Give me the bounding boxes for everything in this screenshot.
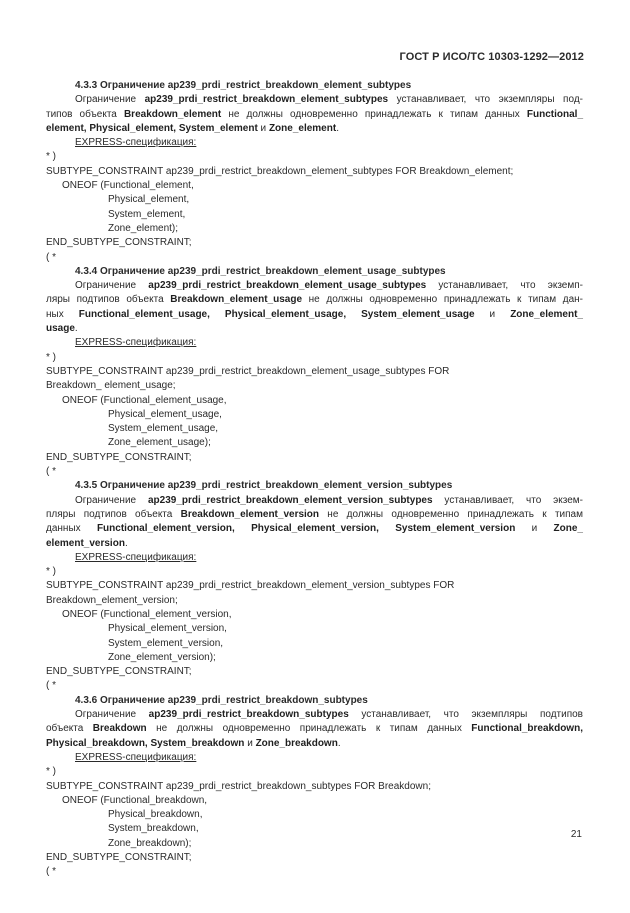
paragraph-line: Ограничение ap239_prdi_restrict_breakdown_subtypes устанавливает, что экземпляры подтипов bbox=[75, 709, 583, 721]
code-line: Zone_element_version); bbox=[108, 651, 216, 663]
paragraph-line: Ограничение ap239_prdi_restrict_breakdown_element_subtypes устанавливает, что экземпляры под- bbox=[75, 94, 583, 106]
code-line: END_SUBTYPE_CONSTRAINT; bbox=[46, 666, 192, 678]
code-line: END_SUBTYPE_CONSTRAINT; bbox=[46, 237, 192, 249]
code-line: SUBTYPE_CONSTRAINT ap239_prdi_restrict_breakdown_subtypes FOR Breakdown; bbox=[46, 780, 431, 792]
document-header: ГОСТ Р ИСО/ТС 10303-1292—2012 bbox=[399, 51, 584, 63]
paragraph-line: типов объекта Breakdown_element не должны одновременно принадлежать к типам данных Functional_ bbox=[46, 108, 584, 120]
code-line: ONEOF (Functional_element, bbox=[62, 180, 194, 192]
paragraph-line: element_version. bbox=[46, 537, 128, 549]
code-line: Breakdown_ element_usage; bbox=[46, 380, 176, 392]
paragraph-line: пляры подтипов объекта Breakdown_element_version не должны одновременно принадлежать к типам bbox=[46, 508, 583, 520]
code-line: Physical_element, bbox=[108, 194, 190, 206]
section-4-3-4 bbox=[46, 265, 583, 479]
code-line: System_element_version, bbox=[108, 637, 224, 649]
code-line: * ) bbox=[46, 766, 56, 778]
express-label: EXPRESS-спецификация: bbox=[75, 137, 197, 149]
section-heading: 4.3.4 Ограничение ap239_prdi_restrict_breakdown_element_usage_subtypes bbox=[75, 265, 446, 277]
code-line: Zone_element); bbox=[108, 222, 179, 234]
paragraph-line: Ограничение ap239_prdi_restrict_breakdown_element_version_subtypes устанавливает, что экзем- bbox=[75, 494, 583, 506]
document-body bbox=[46, 79, 583, 880]
page-number: 21 bbox=[570, 829, 582, 840]
code-line: ONEOF (Functional_breakdown, bbox=[62, 794, 208, 806]
code-line: ( * bbox=[46, 680, 56, 692]
code-line: ( * bbox=[46, 251, 56, 263]
code-line: Breakdown_element_version; bbox=[46, 594, 178, 606]
section-heading: 4.3.3 Ограничение ap239_prdi_restrict_breakdown_element_subtypes bbox=[75, 80, 412, 91]
paragraph-line: element, Physical_element, System_element и Zone_element. bbox=[46, 122, 339, 134]
section-4-3-6 bbox=[46, 694, 583, 880]
paragraph-line: Physical_breakdown, System_breakdown и Zone_breakdown. bbox=[46, 737, 341, 749]
paragraph-line: объекта Breakdown не должны одновременно принадлежать к типам данных Functional_breakdown, bbox=[46, 723, 583, 735]
code-line: END_SUBTYPE_CONSTRAINT; bbox=[46, 852, 192, 864]
code-line: ONEOF (Functional_element_usage, bbox=[62, 394, 227, 406]
code-line: Zone_breakdown); bbox=[108, 837, 192, 849]
code-line: SUBTYPE_CONSTRAINT ap239_prdi_restrict_breakdown_element_subtypes FOR Breakdown_element; bbox=[46, 165, 514, 177]
code-line: Physical_breakdown, bbox=[108, 809, 203, 821]
code-line: System_element_usage, bbox=[108, 423, 219, 435]
code-line: * ) bbox=[46, 566, 56, 578]
code-line: System_breakdown, bbox=[108, 823, 199, 835]
section-4-3-5 bbox=[46, 479, 583, 693]
section-heading: 4.3.6 Ограничение ap239_prdi_restrict_breakdown_subtypes bbox=[75, 694, 368, 706]
code-line: ( * bbox=[46, 866, 56, 878]
paragraph-line: ляры подтипов объекта Breakdown_element_usage не должны одновременно принадлежать к типам дан- bbox=[46, 294, 583, 306]
code-line: SUBTYPE_CONSTRAINT ap239_prdi_restrict_breakdown_element_usage_subtypes FOR bbox=[46, 365, 450, 377]
express-label: EXPRESS-спецификация: bbox=[75, 751, 197, 763]
code-line: END_SUBTYPE_CONSTRAINT; bbox=[46, 451, 192, 463]
express-label: EXPRESS-спецификация: bbox=[75, 337, 197, 349]
code-line: ONEOF (Functional_element_version, bbox=[62, 608, 232, 620]
code-line: Physical_element_version, bbox=[108, 623, 227, 635]
code-line: * ) bbox=[46, 151, 56, 163]
code-line: Zone_element_usage); bbox=[108, 437, 211, 449]
section-heading: 4.3.5 Ограничение ap239_prdi_restrict_breakdown_element_version_subtypes bbox=[75, 480, 453, 492]
code-line: System_element, bbox=[108, 208, 186, 220]
code-line: SUBTYPE_CONSTRAINT ap239_prdi_restrict_breakdown_element_version_subtypes FOR bbox=[46, 580, 455, 592]
code-line: Physical_element_usage, bbox=[108, 408, 222, 420]
paragraph-line: ных Functional_element_usage, Physical_element_usage, System_element_usage и Zone_element_ bbox=[46, 308, 583, 320]
paragraph-line: usage. bbox=[46, 323, 78, 335]
code-line: ( * bbox=[46, 466, 56, 478]
code-line: * ) bbox=[46, 351, 56, 363]
paragraph-line: данных Functional_element_version, Physical_element_version, System_element_version и Zone_ bbox=[46, 523, 583, 535]
paragraph-line: Ограничение ap239_prdi_restrict_breakdown_element_usage_subtypes устанавливает, что экземп- bbox=[75, 280, 583, 292]
express-label: EXPRESS-спецификация: bbox=[75, 551, 197, 563]
section-4-3-3 bbox=[46, 79, 583, 265]
